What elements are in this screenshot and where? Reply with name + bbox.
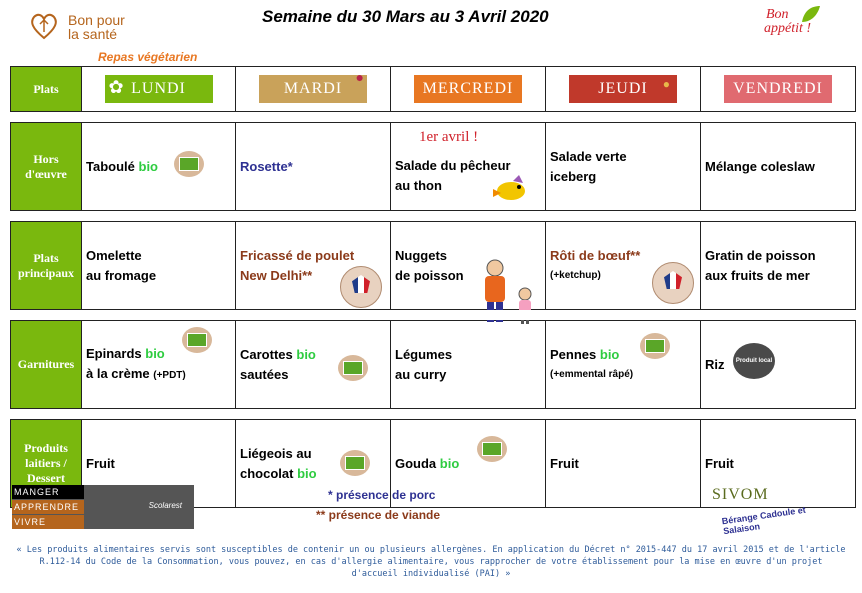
- row-head-line: laitiers /: [25, 456, 67, 470]
- row-head-line: Plats: [33, 250, 59, 265]
- day-label: LUNDI: [131, 80, 186, 97]
- garniture-jeudi: [546, 321, 701, 409]
- dish-line: de poisson: [395, 267, 464, 283]
- day-banner-vendredi: [724, 75, 832, 103]
- scolarest-logo: Scolarest: [148, 501, 182, 510]
- day-cell-jeudi: [546, 67, 701, 112]
- dish-name: Mélange coleslaw: [705, 158, 815, 174]
- bio-label: bio: [297, 465, 317, 481]
- dish-line: Epinards: [86, 345, 142, 361]
- day-banner-mercredi: [414, 75, 522, 103]
- sivom-title: SIVOM: [712, 486, 769, 503]
- subtitle: Repas végétarien: [98, 50, 198, 64]
- row-head-garnitures: Garnitures: [11, 321, 82, 409]
- row-head-line: Hors: [33, 151, 59, 166]
- dish-line: Fricassé de poulet: [240, 247, 355, 263]
- note-viande: ** présence de viande: [316, 508, 441, 522]
- day-cell-mercredi: [391, 67, 546, 112]
- bio-label: bio: [439, 455, 460, 471]
- dish-extra: (+PDT): [153, 369, 186, 381]
- principal-lundi: [82, 222, 236, 310]
- bio-label-icon: [182, 327, 212, 353]
- menu-table: [10, 66, 856, 508]
- row-head-line: Dessert: [27, 471, 65, 485]
- hors-lundi: [82, 123, 236, 211]
- bon-appetit-logo: [762, 8, 838, 48]
- row-head-hors: [11, 123, 82, 211]
- hors-mercredi: [391, 123, 546, 211]
- bio-label: bio: [599, 346, 620, 362]
- flower-icon: ✿: [108, 77, 125, 97]
- event-label: 1er avril !: [419, 129, 479, 145]
- bio-label-icon: [477, 436, 507, 462]
- garniture-mardi: [236, 321, 391, 409]
- dish-name: Fruit: [705, 455, 734, 471]
- origine-france-icon: [340, 266, 382, 308]
- day-label: JEUDI: [598, 80, 648, 97]
- bio-label-icon: [174, 151, 204, 177]
- row-garnitures: [11, 321, 856, 409]
- dish-line: aux fruits de mer: [705, 267, 810, 283]
- dish-line: sautées: [240, 366, 289, 382]
- bon-line1: Bon: [766, 7, 789, 22]
- dish-name: Rosette*: [240, 158, 293, 174]
- bio-label-icon: [340, 450, 370, 476]
- origine-france-icon: [652, 262, 694, 304]
- hors-jeudi: [546, 123, 701, 211]
- day-label: VENDREDI: [733, 80, 823, 97]
- day-cell-mardi: [236, 67, 391, 112]
- principal-vendredi: [701, 222, 856, 310]
- principal-mardi: [236, 222, 391, 310]
- dish-line: au fromage: [86, 267, 157, 283]
- dish-line: New Delhi**: [240, 267, 313, 283]
- dish-name: Taboulé: [86, 158, 135, 174]
- hors-mardi: [236, 123, 391, 211]
- dish-line: à la crème: [86, 365, 150, 381]
- dish-line: iceberg: [550, 168, 597, 184]
- dish-line: au curry: [395, 366, 447, 382]
- logo-line1: Bon pour: [68, 12, 125, 28]
- bio-label: bio: [145, 345, 165, 361]
- fruit-icon: ●: [355, 71, 365, 86]
- garniture-lundi: [82, 321, 236, 409]
- row-head-principaux: [11, 222, 82, 310]
- heart-logo-icon: [30, 10, 58, 40]
- garniture-mercredi: [391, 321, 546, 409]
- dish-name: Fruit: [550, 455, 579, 471]
- produit-local-badge: Produit local: [733, 343, 775, 379]
- row-plats-principaux: [11, 222, 856, 310]
- dish-line: au thon: [395, 177, 442, 193]
- leaf-icon: [800, 4, 822, 24]
- bird-icon: [489, 175, 533, 203]
- row-head-line: principaux: [17, 265, 74, 280]
- principal-jeudi: [546, 222, 701, 310]
- dish-line: Pennes: [550, 346, 597, 362]
- day-label: MERCREDI: [422, 80, 514, 97]
- sivom-logo: [702, 486, 842, 537]
- page-title: Semaine du 30 Mars au 3 Avril 2020: [262, 7, 549, 26]
- bio-label-icon: [338, 355, 368, 381]
- hors-vendredi: [701, 123, 856, 211]
- garniture-vendredi: [701, 321, 856, 409]
- day-banner-mardi: [259, 71, 367, 103]
- principal-mercredi: [391, 222, 546, 310]
- day-label: MARDI: [283, 80, 343, 97]
- dish-name: Fruit: [86, 455, 115, 471]
- dish-line: Salade du pêcheur: [395, 157, 511, 173]
- day-banner-jeudi: [569, 75, 677, 103]
- row-head-line: Produits: [24, 441, 68, 455]
- mav-line: APPRENDRE: [12, 500, 84, 514]
- manger-apprendre-vivre-logo: [12, 485, 194, 529]
- dish-line: Gratin de poisson: [705, 247, 816, 263]
- bio-label-icon: [640, 333, 670, 359]
- day-cell-vendredi: [701, 67, 856, 112]
- bio-label: bio: [138, 158, 158, 174]
- dish-line: (+emmental râpé): [550, 368, 634, 380]
- dish-line: Rôti de bœuf**: [550, 247, 641, 263]
- bread-icon: ●: [662, 77, 671, 91]
- dish-line: Nuggets: [395, 247, 447, 263]
- dish-line: Omelette: [86, 247, 142, 263]
- day-banner-lundi: [105, 75, 213, 103]
- dish-line: Salade verte: [550, 148, 627, 164]
- dish-name: Riz: [705, 356, 725, 372]
- mav-line: MANGER: [12, 485, 84, 499]
- bon-pour-la-sante-logo: [30, 8, 150, 48]
- row-head-plats: Plats: [11, 67, 82, 112]
- dish-line: Carottes: [240, 346, 293, 362]
- note-porc: * présence de porc: [328, 488, 436, 502]
- dish-line: chocolat: [240, 465, 294, 481]
- mav-line: VIVRE: [12, 515, 84, 529]
- days-row: [11, 67, 856, 112]
- dish-line: Légumes: [395, 346, 453, 362]
- row-head-line: d'œuvre: [25, 166, 67, 181]
- allergen-notice: « Les produits alimentaires servis sont susceptibles de contenir un ou plusieurs allergènes. En application du Décret n° 2015-447 du 17 avril 2015 et de l'article R.112-14 du Code de la Consommation, vous pouvez, en cas d'allergie alimentaire, vous rapprocher de votre établissement pour la mise en œuvre d'un projet d'accueil individualisé (PAI) »: [16, 545, 846, 579]
- bio-label: bio: [296, 346, 316, 362]
- sivom-subtitle: Bérange Cadoule et Salaison: [721, 504, 807, 537]
- dish-line: Liégeois au: [240, 445, 312, 461]
- row-hors-doeuvre: [11, 123, 856, 211]
- dish-name: Gouda: [395, 455, 437, 471]
- day-cell-lundi: [82, 67, 236, 112]
- logo-line2: la santé: [68, 26, 118, 42]
- dessert-jeudi: [546, 420, 701, 508]
- dish-line: (+ketchup): [550, 269, 601, 281]
- bon-line2: appétit !: [764, 21, 812, 36]
